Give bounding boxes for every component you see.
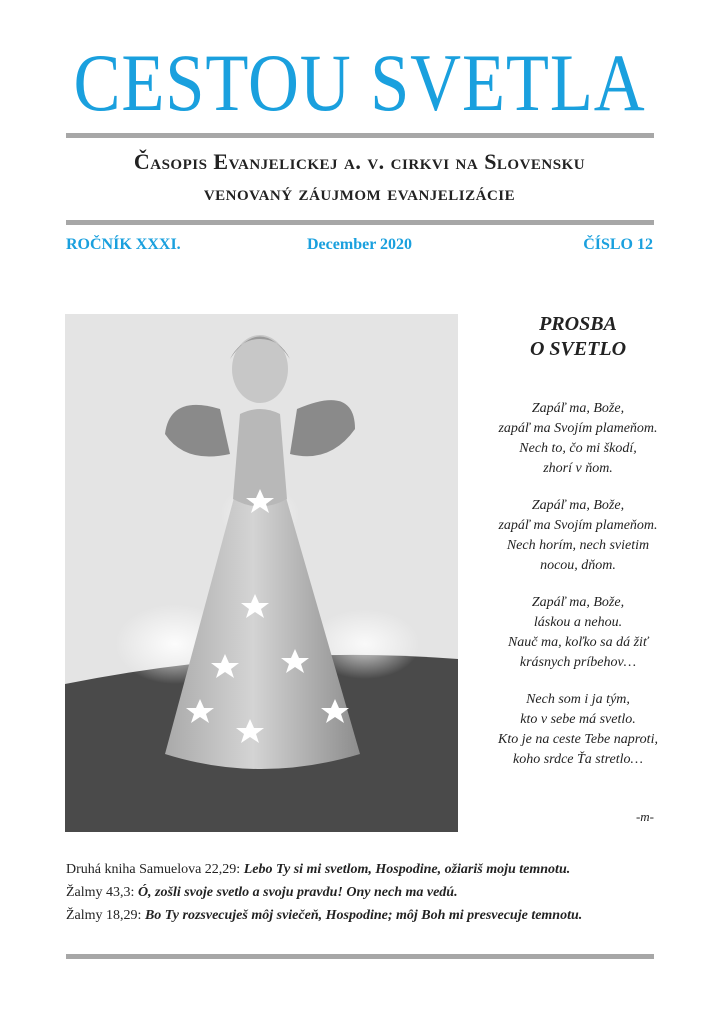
- subtitle-divider: [66, 220, 654, 225]
- verse-text: Bo Ty rozsvecuješ môj sviečeň, Hospodine; môj Boh mi presvecuje temnotu.: [144, 908, 583, 923]
- verse-text: Lebo Ty si mi svetlom, Hospodine, ožiariš moju temnotu.: [243, 862, 571, 877]
- poem-line: zhorí v ňom.: [543, 461, 613, 476]
- verse-line: [66, 904, 666, 927]
- verse-reference: Žalmy 18,29:: [66, 908, 142, 923]
- volume-label: ROČNÍK XXXI.: [66, 236, 181, 253]
- poem-line: Zapáľ ma, Bože,: [531, 401, 625, 416]
- verse-text: Ó, zošli svoje svetlo a svoju pravdu! Ony nech ma vedú.: [137, 885, 458, 900]
- poem-stanza: [468, 496, 688, 576]
- poem-line: zapáľ ma Svojím plameňom.: [498, 518, 658, 533]
- poem-line: nocou, dňom.: [540, 558, 616, 573]
- bible-verses: [66, 858, 666, 927]
- poem-signature: -m-: [635, 809, 654, 824]
- poem-line: krásnych príbehov…: [519, 655, 637, 670]
- poem-stanza: [468, 593, 688, 673]
- top-divider: [66, 133, 654, 138]
- angel-illustration: [65, 314, 458, 832]
- poem-line: kto v sebe má svetlo.: [520, 712, 636, 727]
- poem-line: Nech to, čo mi škodí,: [519, 441, 637, 456]
- poem-stanza: [468, 399, 688, 479]
- poem-line: láskou a nehou.: [533, 615, 623, 630]
- verse-line: [66, 858, 666, 881]
- poem-line: Zapáľ ma, Bože,: [531, 595, 625, 610]
- poem-line: Zapáľ ma, Bože,: [531, 498, 625, 513]
- bottom-divider: [66, 954, 654, 959]
- subtitle-line-1: Časopis Evanjelickej a. v. cirkvi na Slovensku: [133, 149, 586, 174]
- issue-number: ČÍSLO 12: [583, 236, 653, 253]
- poem-line: koho srdce Ťa stretlo…: [512, 752, 643, 767]
- verse-reference: Druhá kniha Samuelova 22,29:: [66, 862, 241, 877]
- poem-line: Nech horím, nech svietim: [506, 538, 650, 553]
- poem-line: Nech som i ja tým,: [526, 692, 630, 707]
- verse-reference: Žalmy 43,3:: [66, 885, 135, 900]
- magazine-title: CESTOU SVETLA: [73, 37, 646, 128]
- angel-photo: [65, 314, 458, 832]
- poem-line: zapáľ ma Svojím plameňom.: [498, 421, 658, 436]
- issue-date: December 2020: [307, 236, 412, 253]
- verse-line: [66, 881, 666, 904]
- poem-line: Kto je na ceste Tebe naproti,: [498, 732, 658, 747]
- subtitle-line-2: venovaný záujmom evanjelizácie: [203, 180, 516, 205]
- poem-line: Nauč ma, koľko sa dá žiť: [507, 635, 649, 650]
- poem-title-line-2: O SVETLO: [529, 338, 627, 360]
- poem-title-line-1: PROSBA: [539, 313, 617, 335]
- poem-stanza: [468, 690, 688, 770]
